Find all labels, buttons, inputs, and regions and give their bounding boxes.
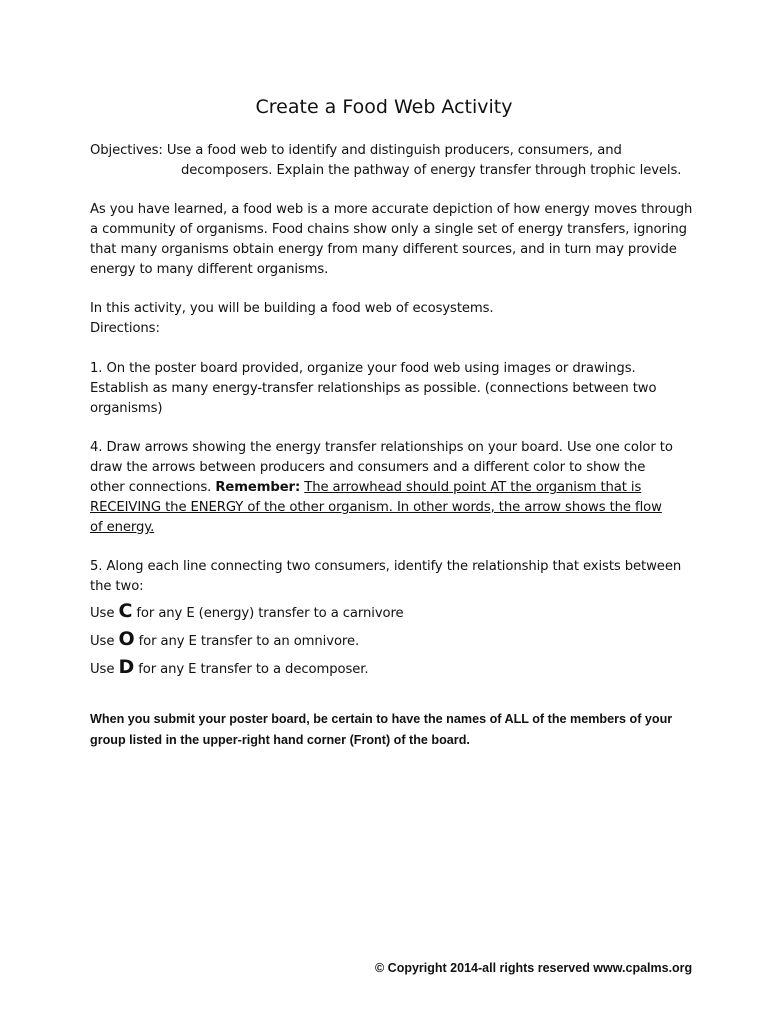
step-5 (90, 557, 690, 681)
step5-line-2: the two: (90, 579, 144, 594)
step-4 (90, 438, 690, 538)
code-line-carnivore (90, 600, 690, 625)
remember-text: The arrowhead should point AT the organism that is (304, 480, 642, 495)
intro-paragraph (90, 200, 693, 280)
activity-line: In this activity, you will be building a food web of ecosystems. (90, 301, 494, 316)
intro-line: As you have learned, a food web is a more accurate depiction of how energy moves through (90, 202, 693, 217)
activity-paragraph (90, 299, 690, 339)
intro-line: that many organisms obtain energy from many different sources, and in turn may provide (90, 242, 677, 257)
step4-line-4: RECEIVING the ENERGY of the other organism. In other words, the arrow shows the flow (90, 500, 662, 515)
code-prefix: Use (90, 662, 119, 677)
code-text: for any E (energy) transfer to a carnivore (132, 606, 404, 621)
step-1 (90, 359, 690, 419)
remember-label: Remember: (215, 480, 301, 495)
step1-line: 1. On the poster board provided, organize your food web using images or drawings. (90, 361, 636, 376)
code-line-omnivore (90, 628, 690, 653)
step1-line: Establish as many energy-transfer relationships as possible. (connections between two (90, 381, 657, 396)
intro-line: energy to many different organisms. (90, 262, 329, 277)
step1-line: organisms) (90, 401, 163, 416)
objectives-section (90, 141, 690, 181)
step4-line-3 (90, 478, 690, 498)
step4-line-3-text: other connections. (90, 480, 216, 495)
intro-line: a community of organisms. Food chains show only a single set of energy transfers, ignoring (90, 222, 687, 237)
code-letter-o: O (118, 628, 135, 650)
code-prefix: Use (90, 634, 119, 649)
step4-line-1: 4. Draw arrows showing the energy transfer relationships on your board. Use one color to (90, 440, 673, 455)
directions-label: Directions: (90, 321, 160, 336)
step5-line-1: 5. Along each line connecting two consumers, identify the relationship that exists between (90, 559, 682, 574)
step4-line-5: of energy. (90, 520, 155, 535)
submission-line: group listed in the upper-right hand corner (Front) of the board. (90, 733, 470, 747)
code-text: for any E transfer to an omnivore. (134, 634, 360, 649)
code-letter-c: C (118, 600, 133, 622)
code-line-decomposer (90, 656, 690, 681)
code-prefix: Use (90, 606, 119, 621)
submission-note (90, 709, 690, 751)
copyright-notice: © Copyright 2014-all rights reserved www.cpalms.org (375, 961, 693, 975)
code-letter-d: D (118, 656, 135, 678)
objectives-line-2: decomposers. Explain the pathway of energy transfer through trophic levels. (181, 163, 682, 178)
step4-line-2: draw the arrows between producers and consumers and a different color to show the (90, 460, 646, 475)
objectives-line-1: Objectives: Use a food web to identify and distinguish producers, consumers, and (90, 143, 622, 158)
submission-line: When you submit your poster board, be certain to have the names of ALL of the members of your (90, 712, 673, 726)
code-text: for any E transfer to a decomposer. (134, 662, 369, 677)
document-title: Create a Food Web Activity (255, 96, 513, 118)
